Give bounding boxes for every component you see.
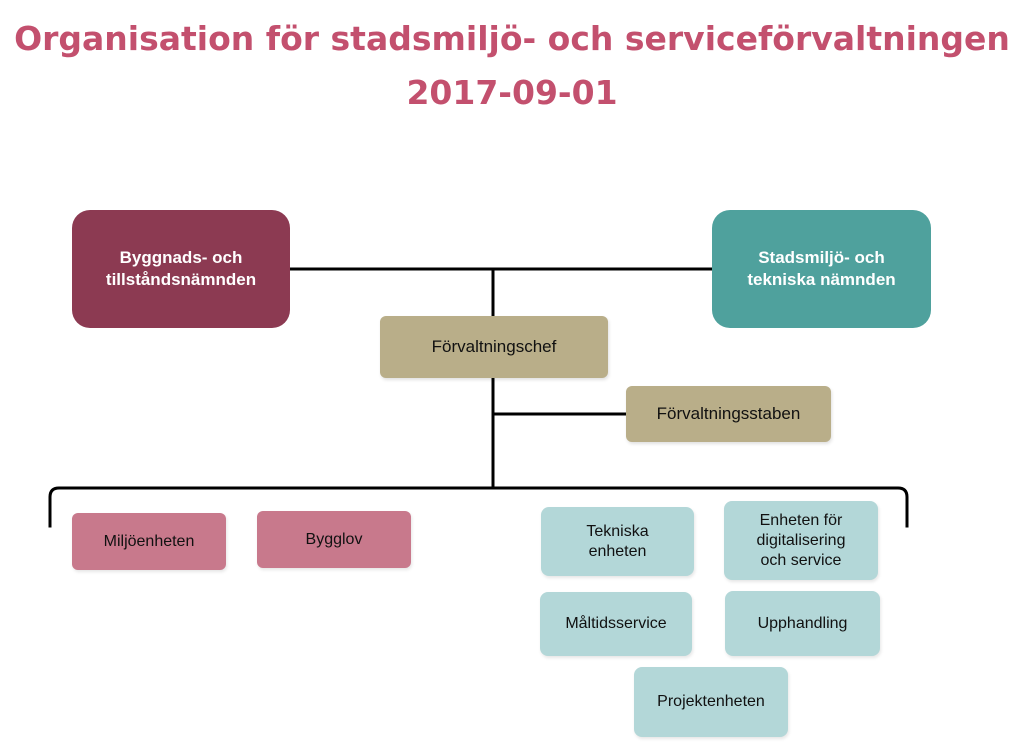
page-date: 2017-09-01 — [406, 73, 618, 112]
unit-maltid-label: Måltidsservice — [565, 615, 667, 632]
building-permit-board-box — [72, 210, 290, 328]
chief-label: Förvaltningschef — [431, 337, 557, 356]
unit-maltid-box — [540, 592, 692, 656]
unit-digital-box — [724, 501, 878, 580]
building-permit-board-label: Byggnads- och tillståndsnämnden — [105, 248, 257, 289]
unit-digital-label: Enheten för digitalisering och service — [756, 511, 846, 569]
unit-projekt-box — [634, 667, 788, 737]
unit-projekt-label: Projektenheten — [657, 693, 765, 710]
unit-bygglov-box — [257, 511, 411, 568]
unit-tekniska-box — [541, 507, 694, 576]
unit-tekniska-label: Tekniska enheten — [586, 522, 649, 560]
unit-upphandling-box — [725, 591, 880, 656]
chief-box — [380, 316, 608, 378]
staff-box — [626, 386, 831, 442]
staff-label: Förvaltningsstaben — [656, 404, 801, 423]
unit-upphandling-label: Upphandling — [757, 614, 848, 632]
unit-miljo-box — [72, 513, 226, 570]
city-environment-board-box — [712, 210, 931, 328]
page-title: Organisation för stadsmiljö- och serviceförvaltningen — [14, 19, 1010, 58]
unit-miljo-label: Miljöenheten — [103, 532, 195, 550]
city-environment-board-label: Stadsmiljö- och tekniska nämnden — [747, 248, 896, 289]
unit-bygglov-label: Bygglov — [305, 530, 363, 548]
